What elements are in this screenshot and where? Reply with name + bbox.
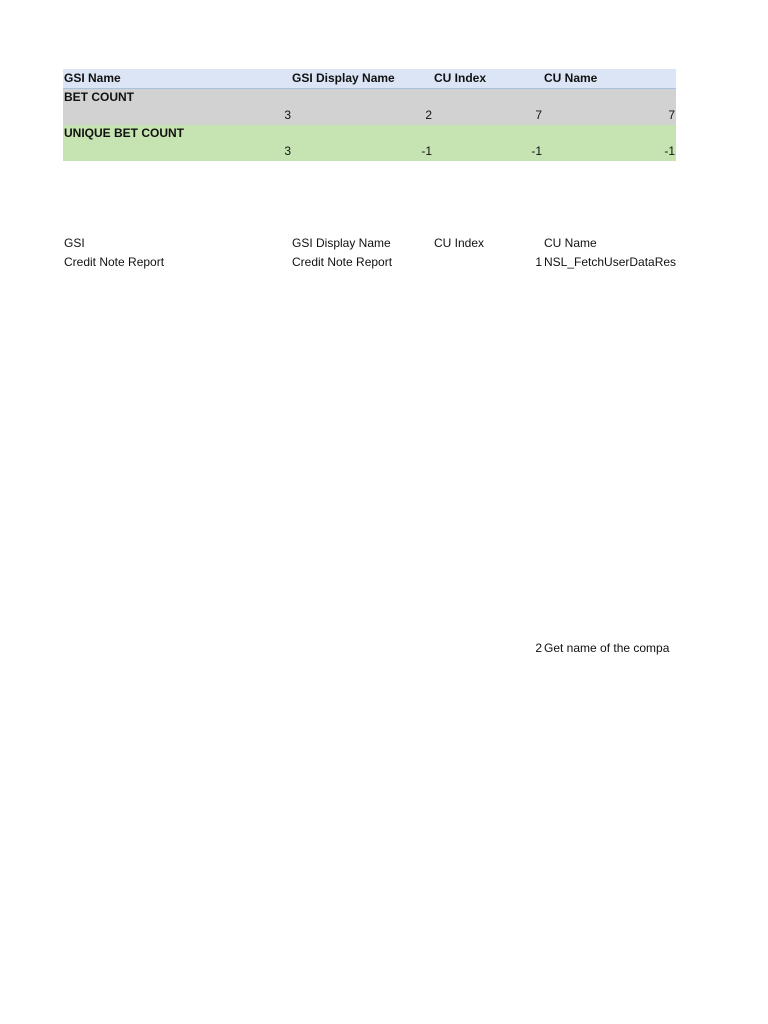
spreadsheet-area <box>63 69 676 689</box>
detail-header-cu-index[interactable]: CU Index <box>434 236 485 250</box>
bet-count-value-4[interactable]: 7 <box>668 108 675 122</box>
header-gsi-name[interactable]: GSI Name <box>64 71 121 85</box>
detail-header-cu-name[interactable]: CU Name <box>544 236 597 250</box>
detail-header-gsi-display-name[interactable]: GSI Display Name <box>292 236 391 250</box>
unique-bet-count-label[interactable]: UNIQUE BET COUNT <box>64 126 184 140</box>
header-cu-name[interactable]: CU Name <box>544 71 598 85</box>
extra-row-cu-name[interactable]: Get name of the compa <box>544 641 670 655</box>
bet-count-value-2[interactable]: 2 <box>425 108 432 122</box>
header-gsi-display-name[interactable]: GSI Display Name <box>292 71 395 85</box>
unique-bet-count-value-3[interactable]: -1 <box>531 144 542 158</box>
detail-row-gsi-display-name[interactable]: Credit Note Report <box>292 255 393 269</box>
unique-bet-count-value-2[interactable]: -1 <box>421 144 432 158</box>
header-cu-index[interactable]: CU Index <box>434 71 487 85</box>
bet-count-value-1[interactable]: 3 <box>284 108 291 122</box>
extra-row-cu-index[interactable]: 2 <box>535 641 542 655</box>
detail-row-cu-index[interactable]: 1 <box>535 255 542 269</box>
detail-header-gsi[interactable]: GSI <box>64 236 85 250</box>
bet-count-label[interactable]: BET COUNT <box>64 90 134 104</box>
unique-bet-count-value-4[interactable]: -1 <box>664 144 675 158</box>
unique-bet-count-value-1[interactable]: 3 <box>284 144 291 158</box>
bet-count-band <box>63 89 676 125</box>
bet-count-value-3[interactable]: 7 <box>535 108 542 122</box>
detail-row-cu-name[interactable]: NSL_FetchUserDataRes <box>544 255 676 269</box>
detail-row-gsi[interactable]: Credit Note Report <box>64 255 165 269</box>
